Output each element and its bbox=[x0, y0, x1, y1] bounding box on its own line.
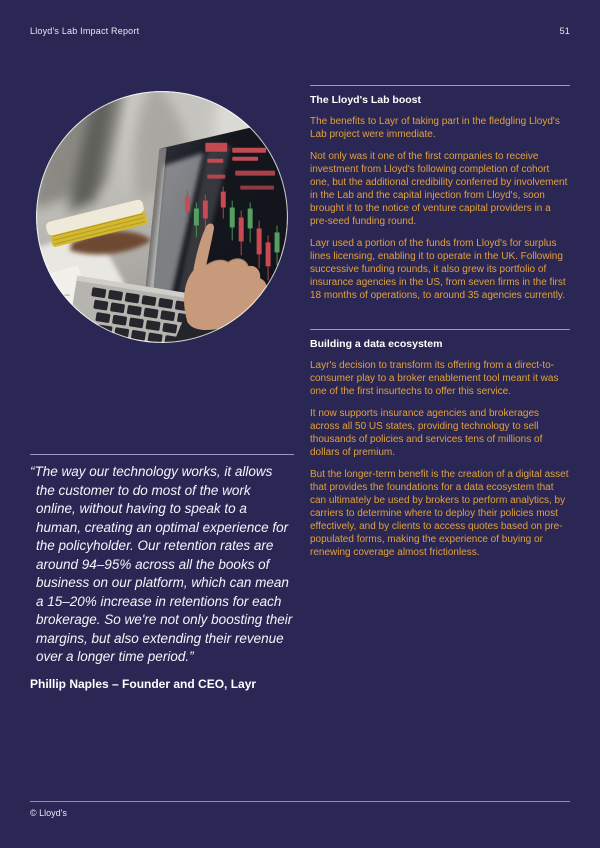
paragraph: Not only was it one of the first companies to receive investment from Lloyd's following completion of cohort one, but the additional credibility conferred by involvement in the Lab and the capital injection from Lloyd's, soon brought it to the notice of venture capital providers in a pre-seed funding round. bbox=[310, 151, 568, 227]
paragraph: Layr's decision to transform its offering from a direct-to-consumer play to a broker enablement tool meant it was one of the first insurtechs to offer this service. bbox=[310, 360, 559, 397]
quote-attribution: Phillip Naples – Founder and CEO, Layr bbox=[30, 676, 257, 691]
page-header bbox=[30, 26, 570, 36]
quote-divider bbox=[30, 454, 294, 455]
section-divider bbox=[310, 329, 570, 330]
photo-illustration bbox=[36, 91, 288, 343]
paragraph: But the longer-term benefit is the creation of a digital asset that provides the foundations for a data ecosystem that can ultimately be used by brokers to perform analytics, by carriers to determine where to deploy their policies most effectively, and by clients to access quotes based on pre-populated forms, making the experience of buying or renewing coverage almost frictionless. bbox=[310, 469, 569, 558]
paragraph: The benefits to Layr of taking part in the fledgling Lloyd's Lab project were immediate. bbox=[310, 116, 560, 140]
page-number: 51 bbox=[559, 26, 570, 36]
footer-divider bbox=[30, 801, 570, 802]
footer-copyright: © Lloyd's bbox=[30, 808, 67, 818]
quote-text: “The way our technology works, it allows the customer to do most of the work online, without having to speak to a human, creating an optimal experience for the policyholder. Our retention rates are around 94–95% across all the books of business on our platform, which can mean a 15–20% increase in retentions for each brokerage. So we're not only boosting their margins, but also extending their revenue over a longer time period.” bbox=[30, 464, 293, 664]
circular-photo bbox=[36, 91, 288, 343]
paragraph: It now supports insurance agencies and brokerages across all 50 US states, providing technology to sell thousands of policies and services tens of millions of dollars of premium. bbox=[310, 408, 543, 458]
section-heading: The Lloyd's Lab boost bbox=[310, 94, 421, 106]
paragraph: Layr used a portion of the funds from Lloyd's for surplus lines licensing, enabling it to operate in the UK. Following successive funding rounds, it also grew its portfolio of insurance agencies in the US, from seven firms in the first 18 months of operations, to around 35 agencies currently. bbox=[310, 238, 566, 301]
section-divider bbox=[310, 85, 570, 86]
pull-quote bbox=[30, 454, 294, 691]
section-lloyds-lab-boost bbox=[310, 85, 570, 311]
section-building-data-ecosystem bbox=[310, 329, 570, 568]
report-title: Lloyd's Lab Impact Report bbox=[30, 26, 140, 36]
section-heading: Building a data ecosystem bbox=[310, 338, 443, 350]
